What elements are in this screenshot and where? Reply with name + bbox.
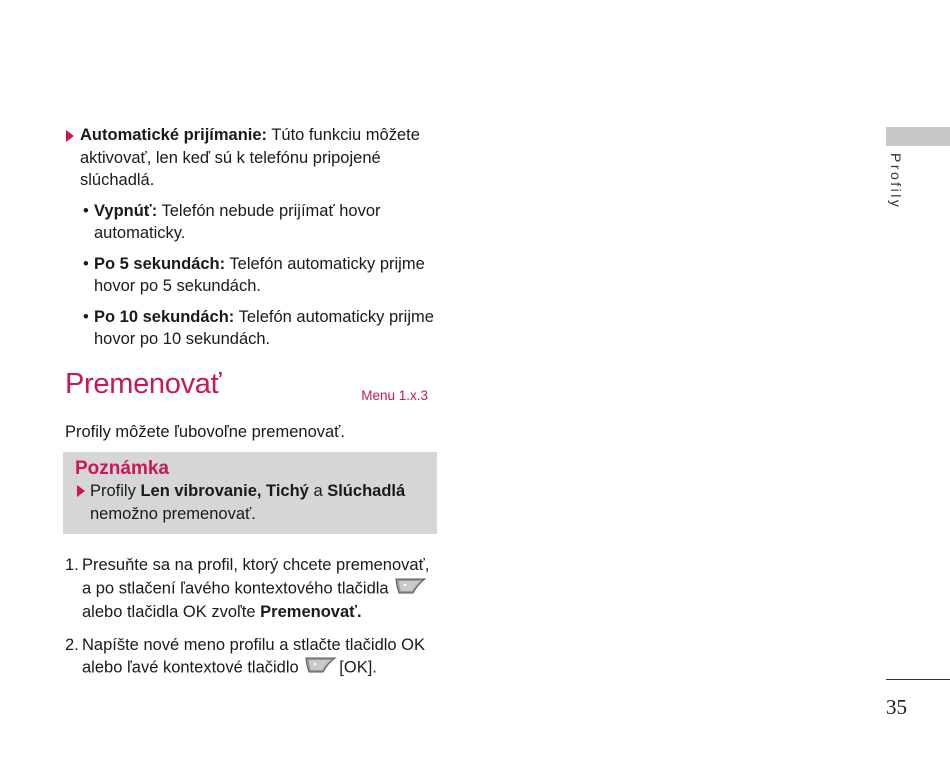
section-tab [886, 127, 950, 146]
step-text: Presuňte sa na profil, ktorý chcete premenovať, a po stlačení ľavého kontextového tlačidla [82, 556, 430, 598]
step-text-after: alebo tlačidla OK zvoľte [82, 603, 261, 621]
step-text-after: [OK]. [339, 658, 377, 677]
option-text: Telefón automaticky prijme hovor po 5 sekundách. [94, 254, 425, 295]
auto-answer-text: Túto funkciu môžete aktivovať, len keď sú k telefónu pripojené slúchadlá. [80, 126, 420, 189]
section-title: Premenovať [65, 367, 222, 400]
option-text: Telefón automaticky prijme hovor po 10 sekundách. [94, 307, 434, 348]
step-number: 2. [65, 635, 79, 654]
option-bullet: • [83, 201, 89, 220]
option-item [65, 253, 440, 298]
option-bullet: • [83, 254, 89, 273]
steps-list [65, 554, 440, 681]
option-term: Po 10 sekundách: [94, 307, 235, 326]
note-bold1: Len vibrovanie, Tichý [140, 482, 309, 500]
note-box [63, 452, 437, 534]
note-part3: nemožno premenovať. [90, 504, 256, 523]
left-soft-key-icon [305, 656, 337, 681]
step-number: 1. [65, 556, 79, 574]
triangle-bullet-icon [77, 485, 85, 497]
page-number: 35 [886, 695, 907, 719]
option-item [65, 306, 440, 351]
auto-answer-term: Automatické prijímanie: [80, 126, 268, 144]
note-title: Poznámka [75, 458, 169, 479]
note-text [75, 480, 437, 525]
note-part2: a [308, 482, 328, 500]
left-soft-key-icon [395, 577, 427, 602]
option-item [65, 200, 440, 245]
note-bold2: Slúchadlá [327, 482, 406, 500]
auto-answer-item [65, 124, 440, 192]
step-item [65, 554, 440, 624]
footer-rule [886, 679, 950, 680]
note-part1: Profily [90, 482, 141, 500]
menu-reference: Menu 1.x.3 [361, 387, 428, 403]
rename-heading [65, 367, 440, 411]
section-label: Profily [888, 153, 904, 210]
rename-intro: Profily môžete ľubovoľne premenovať. [65, 422, 345, 441]
option-bullet: • [83, 307, 89, 326]
step-bold: Premenovať. [260, 603, 362, 621]
triangle-bullet-icon [66, 130, 74, 142]
option-text: Telefón nebude prijímať hovor automaticky. [94, 201, 381, 242]
option-term: Vypnúť: [94, 201, 158, 220]
step-item [65, 634, 440, 681]
step-text: Napíšte nové meno profilu a stlačte tlačidlo OK alebo ľavé kontextové tlačidlo [82, 635, 426, 677]
option-term: Po 5 sekundách: [94, 254, 226, 273]
page-content [65, 124, 440, 691]
